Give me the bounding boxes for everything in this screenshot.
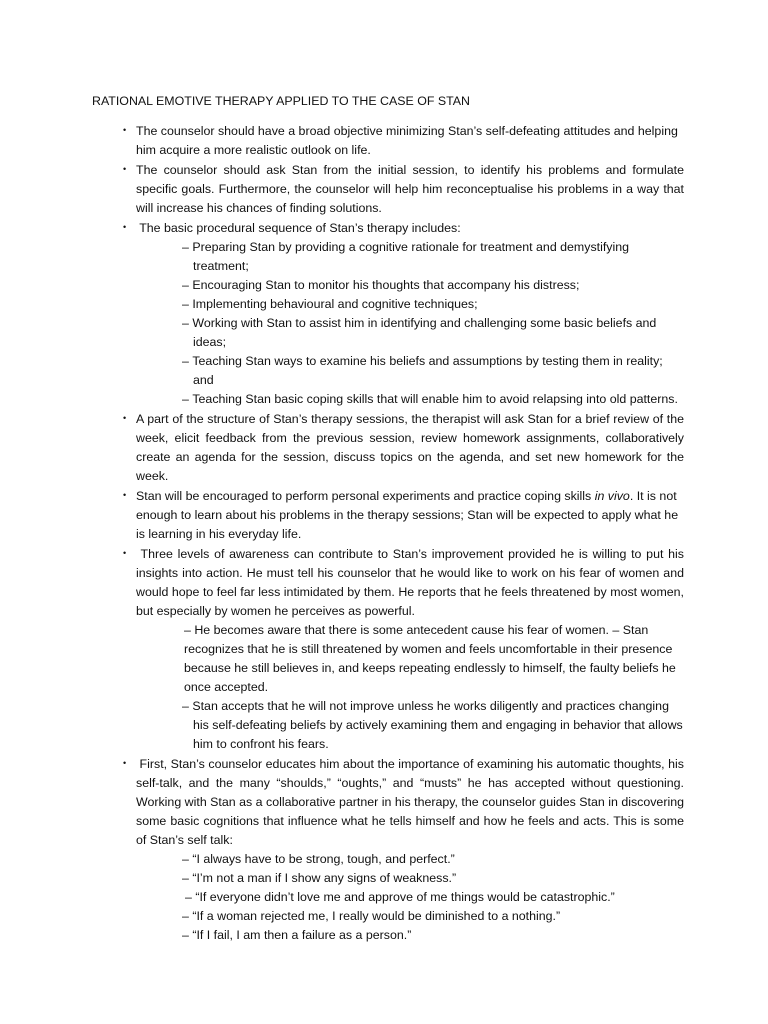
sub-item: – Preparing Stan by providing a cognitive rationale for treatment and demystifying treatment; [136,238,684,276]
bullet-text: First, Stan’s counselor educates him about the importance of examining his automatic thoughts, his self-talk, and the many “shoulds,” “oughts,” and “musts” he has accepted without questioning. Working with Stan as a collaborative partner in his therapy, the counselor guides Stan in discovering some basic cognitions that influence what he tells himself and how he feels and acts. This is some of Stan’s self talk: [136,757,684,847]
sub-item: – Stan accepts that he will not improve unless he works diligently and practices changing his self-defeating beliefs by actively examining them and engaging in behavior that allows him to confront his fears. [136,697,684,754]
bullet-text-start: Stan will be encouraged to perform personal experiments and practice coping skills [136,489,595,503]
bullet-counselor-educates [112,754,684,945]
bullet-text: The counselor should have a broad objective minimizing Stan’s self-defeating attitudes and helping him acquire a more realistic outlook on life. [136,124,678,157]
sub-list [136,621,684,754]
sub-list [136,850,684,945]
bullet-broad-objective [112,121,684,160]
sub-item: – He becomes aware that there is some antecedent cause his fear of women. – Stan recognizes that he is still threatened by women and feels uncomfortable in their presence because he still believes in, and keeps repeating endlessly to himself, the faulty beliefs he once accepted. [136,621,684,697]
document-title: RATIONAL EMOTIVE THERAPY APPLIED TO THE CASE OF STAN [92,94,471,108]
bullet-session-structure [112,409,684,486]
bullet-italic-term: in vivo [594,489,630,503]
bullet-levels-of-awareness [112,544,684,754]
bullet-list [112,121,684,945]
bullet-initial-session [112,160,684,218]
sub-item: – Teaching Stan basic coping skills that will enable him to avoid relapsing into old patterns. [136,390,684,409]
sub-item: – Implementing behavioural and cognitive techniques; [136,295,684,314]
bullet-text-end: . It is not enough to learn about his problems in the therapy sessions; Stan will be expected to apply what he is learning in his everyday life. [136,489,679,541]
bullet-text: Three levels of awareness can contribute to Stan’s improvement provided he is willing to put his insights into action. He must tell his counselor that he would like to work on his fear of women and would hope to feel far less intimidated by them. He reports that he feels threatened by most women, but especially by women he perceives as powerful. [136,547,684,618]
sub-item: – Working with Stan to assist him in identifying and challenging some basic beliefs and ideas; [136,314,684,352]
sub-item: – Encouraging Stan to monitor his thoughts that accompany his distress; [136,276,684,295]
self-talk-item: – “If everyone didn’t love me and approve of me things would be catastrophic.” [136,888,684,907]
self-talk-item: – “If a woman rejected me, I really would be diminished to a nothing.” [136,907,684,926]
sub-item: – Teaching Stan ways to examine his beliefs and assumptions by testing them in reality; and [136,352,684,390]
sub-list [136,238,684,409]
self-talk-item: – “I’m not a man if I show any signs of weakness.” [136,869,684,888]
self-talk-item: – “I always have to be strong, tough, and perfect.” [136,850,684,869]
bullet-text: A part of the structure of Stan’s therapy sessions, the therapist will ask Stan for a brief review of the week, elicit feedback from the previous session, review homework assignments, collaboratively create an agenda for the session, discuss topics on the agenda, and set new homework for the week. [136,412,684,483]
bullet-text: The basic procedural sequence of Stan’s therapy includes: [139,221,461,235]
bullet-text: The counselor should ask Stan from the initial session, to identify his problems and formulate specific goals. Furthermore, the counselor will help him reconceptualise his problems in a way that will increase his chances of finding solutions. [136,163,684,215]
bullet-personal-experiments [112,486,684,544]
bullet-procedural-sequence [112,218,684,409]
self-talk-item: – “If I fail, I am then a failure as a person.” [136,926,684,945]
